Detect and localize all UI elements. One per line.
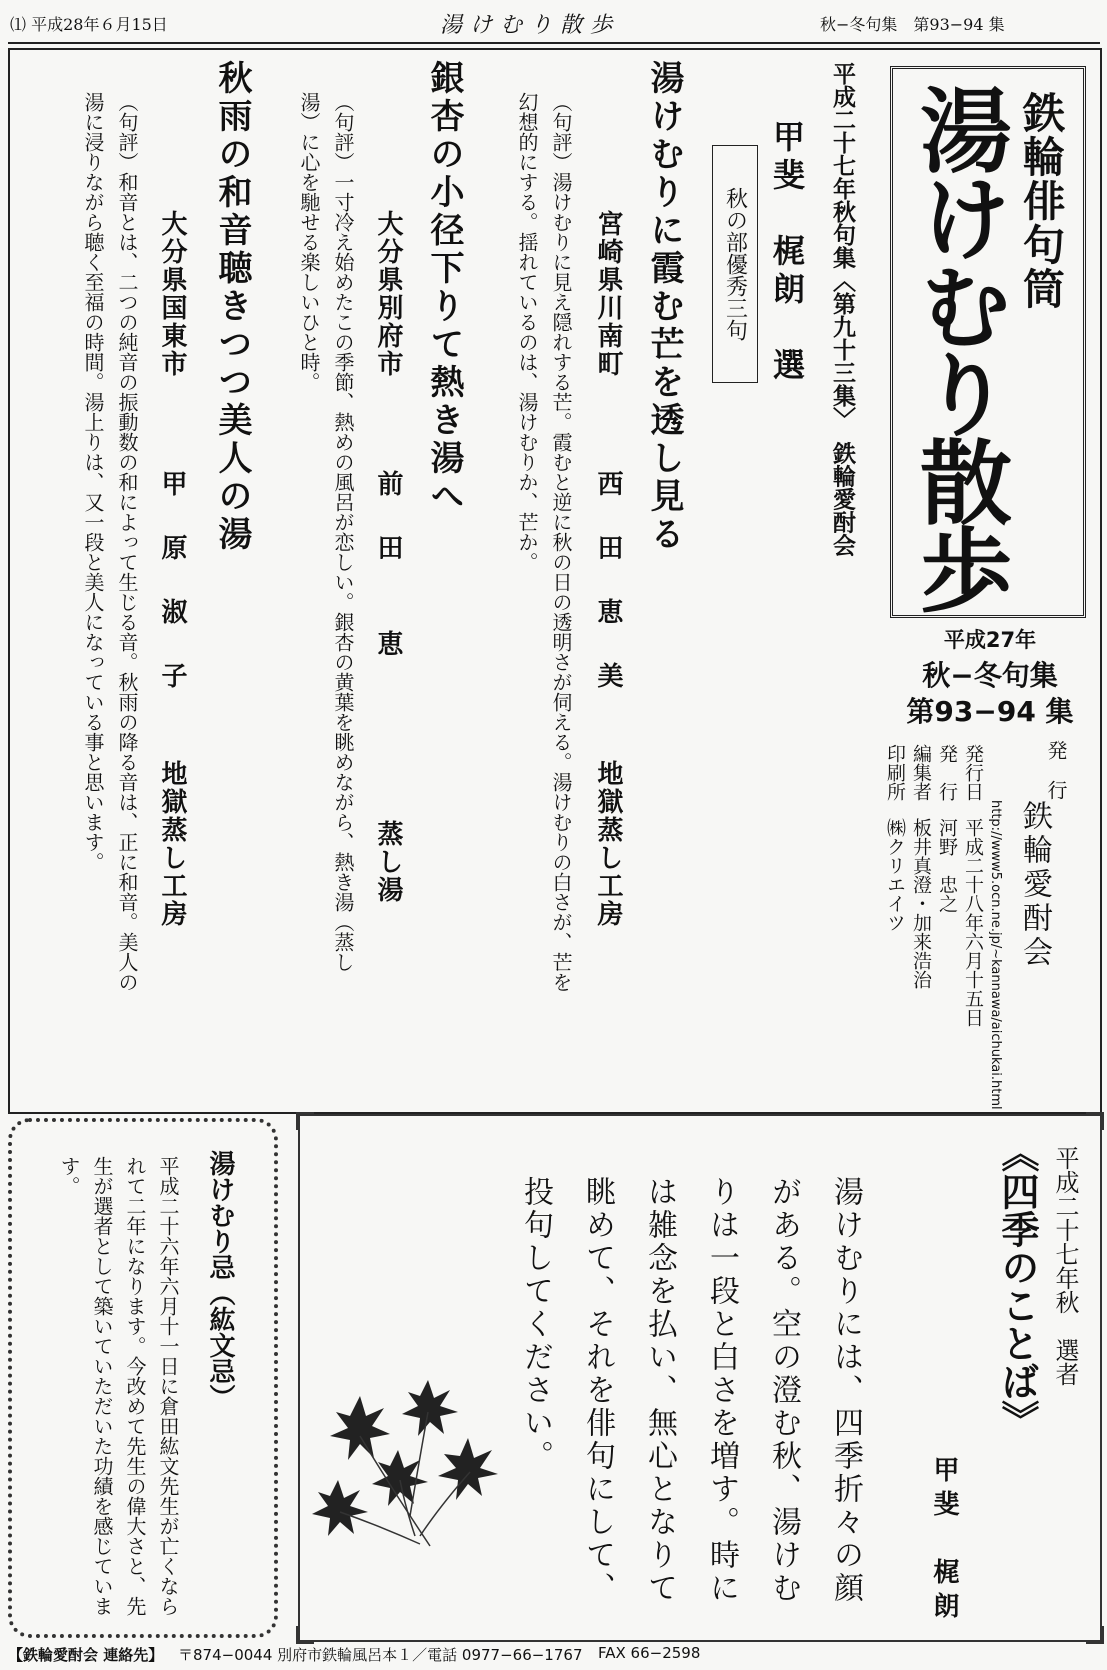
masthead-issue: 第93−94 集 (906, 695, 1074, 728)
haiku-3-poem: 秋雨の和音聴きつつ美人の湯 (212, 60, 252, 554)
memorial-text: 平成二十六年六月十一日に倉田紘文先生が亡くなられて二年になります。今改めて先生の偉大さと、先生が選者として築いていただいた功績を感じています。 (57, 1156, 180, 1616)
masthead-sub: 鉄輪俳句筒 (1017, 91, 1066, 311)
memorial-box (8, 1118, 278, 1638)
haiku-2-place: 蒸し湯 (373, 820, 403, 904)
pub-key-editor: 編集者 (910, 744, 932, 801)
haiku-3-author: 甲 原 淑 子 (157, 470, 187, 694)
page-header (0, 6, 1107, 40)
collection-heading: 平成二十七年秋句集〈第九十三集〉 鉄輪愛酎会 (829, 62, 855, 557)
publisher-label: 発 行 (1044, 740, 1068, 800)
header-rule (8, 42, 1100, 44)
seasons-intro: 平成二十七年秋 選者 (1051, 1146, 1079, 1386)
header-center-title: 湯けむり散歩 (440, 13, 621, 38)
haiku-2-author: 前 田 恵 (373, 470, 403, 662)
masthead-title: 湯けむり散歩 (905, 83, 1013, 611)
seasons-title: 《四季のことば》 (995, 1134, 1039, 1438)
seasons-text: 湯けむりには、四季折々の顔がある。空の澄む秋、湯けむりは一段と白さを増す。時には雑念を払い、無心となりて眺めて、それを俳句にして、投句してください。 (518, 1176, 863, 1605)
page-date: ⑴ 平成28年６月15日 (10, 15, 168, 34)
haiku-1-author: 西 田 恵 美 (593, 470, 623, 694)
selector-name: 甲斐 梶朗 選 (768, 120, 806, 386)
frame-corner-tl (296, 1112, 314, 1130)
memorial-title: 湯けむり忌（紘文忌） (205, 1150, 235, 1410)
masthead-season: 秋−冬句集 (922, 659, 1058, 692)
haiku-2-critique: （句評）一寸冷え始めたこの季節、熱めの風呂が恋しい。銀杏の黄葉を眺めながら、熱き湯（蒸し湯）に心を馳せる楽しいひと時。 (297, 92, 355, 972)
haiku-3-place: 地獄蒸し工房 (157, 760, 187, 928)
pub-key-date: 発行日 (962, 744, 984, 801)
footer-fax: FAX 66−2598 (598, 1644, 701, 1662)
publisher-org: 鉄輪愛酎会 (1017, 800, 1052, 970)
seasons-box (298, 1114, 1102, 1642)
award-badge-label: 秋の部優秀三句 (722, 187, 748, 341)
footer (8, 1644, 1102, 1668)
haiku-1-location: 宮崎県川南町 (593, 210, 623, 378)
haiku-1-critique: （句評）湯けむりに見え隠れする芒。霞むと逆に秋の日の透明さが伺える。湯けむりの白さが、芒を幻想的にする。揺れているのは、湯けむりか、芒か。 (515, 92, 573, 992)
maple-leaves-icon (310, 1376, 510, 1566)
award-badge (712, 145, 758, 383)
haiku-2-poem: 銀杏の小径下りて熱き湯へ (424, 60, 464, 516)
haiku-3-location: 大分県国東市 (157, 210, 187, 378)
edition-label: 秋−冬句集 第93−94 集 (820, 15, 1005, 34)
pub-key-publisher: 発 行 (936, 744, 958, 801)
pub-val-publisher: 河野 忠之 (936, 818, 958, 913)
seasons-author: 甲斐 梶朗 (929, 1456, 959, 1626)
pub-val-editor: 板井真澄・加来浩治 (910, 818, 932, 989)
pub-val-date: 平成二十八年六月十五日 (962, 818, 984, 1027)
pub-val-printer: ㈱クリエイツ (884, 818, 906, 932)
footer-label: 【鉄輪愛酎会 連絡先】 (8, 1646, 164, 1664)
haiku-1-place: 地獄蒸し工房 (593, 760, 623, 928)
pub-key-printer: 印刷所 (884, 744, 906, 801)
footer-address: 〒874−0044 別府市鉄輪風呂本１／電話 0977−66−1767 (178, 1646, 583, 1664)
masthead-year: 平成27年 (943, 628, 1037, 652)
frame-corner-br (1086, 1626, 1104, 1644)
haiku-1-poem: 湯けむりに霞む芒を透し見る (644, 60, 684, 554)
publisher-url: http://www5.ocn.ne.jp/~kannawa/aichukai.html (988, 800, 1003, 1110)
frame-corner-bl (296, 1626, 314, 1644)
haiku-3-critique: （句評）和音とは、二つの純音の振動数の和によって生じる音。秋雨の降る音は、正に和音。美人の湯に浸りながら聴く至福の時間。湯上りは、又一段と美人になっている事と思います。 (81, 92, 139, 992)
masthead-box (890, 66, 1086, 618)
haiku-2-location: 大分県別府市 (373, 210, 403, 378)
frame-corner-tr (1086, 1112, 1104, 1130)
